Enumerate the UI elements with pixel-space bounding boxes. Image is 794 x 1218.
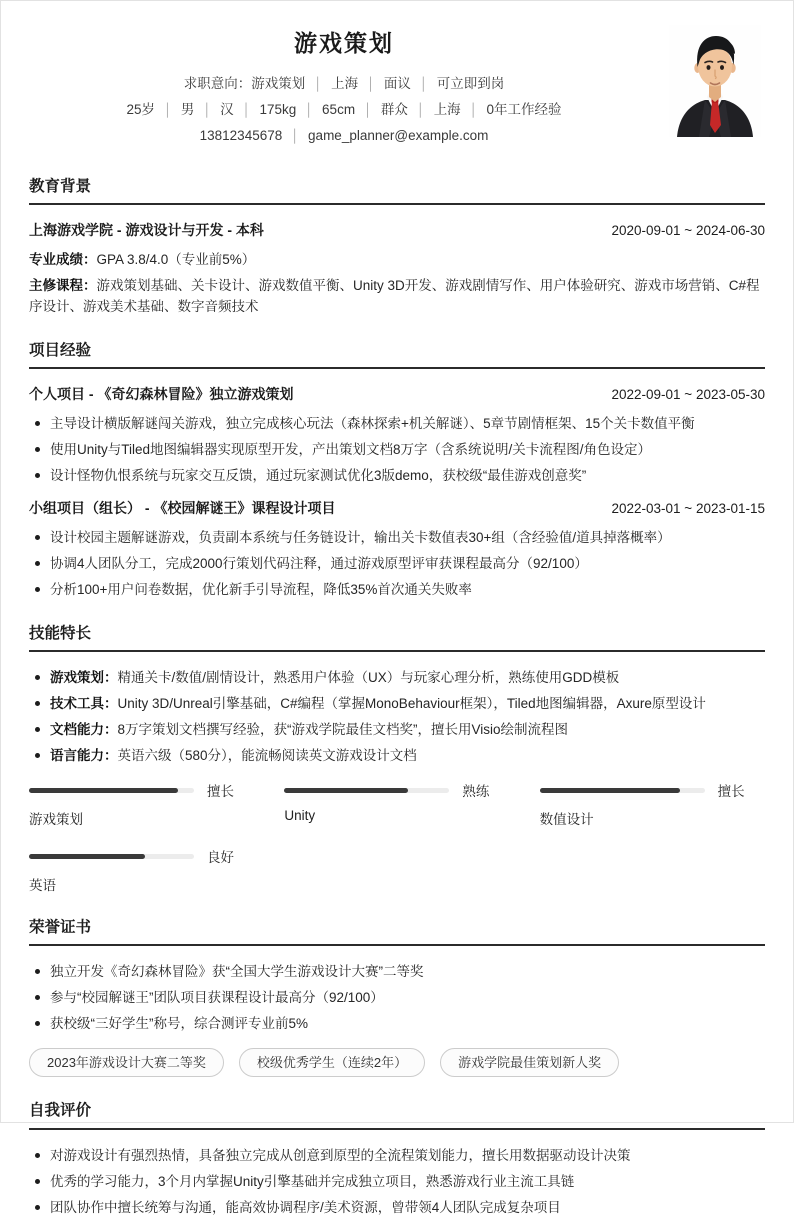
project-bullet-list — [29, 413, 765, 486]
skill-bars-grid — [29, 780, 765, 894]
skill-level-label: 良好 — [207, 850, 234, 866]
bullet-item — [29, 667, 765, 688]
section-title-self-evaluation: 自我评价 — [29, 1101, 765, 1129]
separator-bar: │ — [367, 76, 375, 91]
skill-label: 语言能力： — [50, 748, 118, 764]
skill-level-label: 擅长 — [717, 784, 745, 800]
job-intent-label: 求职意向： — [183, 75, 252, 91]
bullet-item — [29, 745, 765, 766]
bullet-item: 设计怪物仇恨系统与玩家交互反馈，通过玩家测试优化3版demo，获校级“最佳游戏创意奖” — [29, 465, 765, 486]
separator-bar: │ — [416, 102, 425, 117]
skill-text: 8万字策划文档撰写经验，获“游戏学院最佳文档奖”，擅长用Visio绘制流程图 — [117, 722, 569, 738]
gpa-row — [29, 249, 765, 270]
page-title: 游戏策划 — [294, 30, 394, 56]
gpa-value: GPA 3.8/4.0（专业前5%） — [96, 252, 256, 268]
project-name: 小组项目（组长） - 《校园解谜王》课程设计项目 — [29, 500, 336, 517]
skill-text: 英语六级（580分），能流畅阅读英文游戏设计文档 — [117, 748, 417, 764]
bullet-item: 优秀的学习能力，3个月内掌握Unity引擎基础并完成独立项目，熟悉游戏行业主流工具链 — [29, 1171, 765, 1192]
info-weight: 65cm — [322, 101, 356, 117]
skill-label: 文档能力： — [50, 722, 118, 738]
education-date-range: 2020-09-01 ~ 2024-06-30 — [611, 223, 765, 239]
info-height: 175kg — [259, 101, 297, 117]
bullet-item: 获校级“三好学生”称号，综合测评专业前5% — [29, 1013, 765, 1034]
section-title-projects: 项目经验 — [29, 341, 765, 369]
skill-level-label: 熟练 — [462, 784, 490, 800]
contact-line — [29, 123, 659, 149]
section-projects — [29, 341, 765, 600]
honor-badge: 2023年游戏设计大赛二等奖 — [29, 1048, 224, 1077]
intent-position: 游戏策划 — [251, 75, 306, 91]
intent-availability: 可立即到岗 — [436, 75, 505, 91]
separator-bar: │ — [305, 102, 314, 117]
project-date-range: 2022-09-01 ~ 2023-05-30 — [611, 387, 765, 403]
phone-number: 13812345678 — [199, 127, 283, 143]
info-location: 上海 — [433, 101, 461, 117]
job-intent-line — [29, 71, 659, 97]
bullet-item: 团队协作中擅长统筹与沟通，能高效协调程序/美术资源，曾带领4人团队完成复杂项目 — [29, 1197, 765, 1218]
separator-bar: │ — [164, 102, 172, 117]
skill-bar-track — [284, 788, 449, 793]
project-entry-header — [29, 384, 765, 404]
personal-info-line — [29, 97, 659, 123]
skill-bar-english — [29, 846, 254, 894]
bullet-item: 参与“校园解谜王”团队项目获课程设计最高分（92/100） — [29, 987, 765, 1008]
courses-row — [29, 275, 765, 317]
bullet-item: 分析100+用户问卷数据，优化新手引导流程，降低35%首次通关失败率 — [29, 579, 765, 600]
intent-salary: 面议 — [383, 75, 411, 91]
skill-text: 精通关卡/数值/剧情设计，熟悉用户体验（UX）与玩家心理分析，熟练使用GDD模板 — [117, 670, 620, 686]
skill-text: Unity 3D/Unreal引擎基础，C#编程（掌握MonoBehaviour框架），Tiled地图编辑器，Axure原型设计 — [117, 696, 706, 712]
skill-bar-game-design — [29, 780, 254, 828]
skill-bar-track — [540, 788, 705, 793]
info-age: 25岁 — [126, 101, 155, 117]
project-bullet-list — [29, 527, 765, 600]
email-address: game_planner@example.com — [308, 127, 489, 143]
bullet-item — [29, 693, 765, 714]
skill-level-label: 擅长 — [207, 784, 234, 800]
bullet-item: 协调4人团队分工，完成2000行策划代码注释，通过游戏原型评审获课程最高分（92/100） — [29, 553, 765, 574]
project-entry-1 — [29, 384, 765, 486]
bullet-item: 使用Unity与Tiled地图编辑器实现原型开发，产出策划文档8万字（含系统说明/关卡流程图/角色设定） — [29, 439, 765, 460]
courses-label: 主修课程： — [29, 278, 97, 294]
info-ethnicity: 汉 — [220, 101, 234, 117]
skills-bullet-list — [29, 667, 765, 766]
skill-bar-name: 英语 — [29, 878, 56, 894]
resume-header — [29, 21, 765, 149]
skill-label: 技术工具： — [50, 696, 118, 712]
section-honors — [29, 918, 765, 1077]
skill-bar-track — [29, 854, 194, 859]
separator-bar: │ — [314, 76, 323, 91]
skill-label: 游戏策划： — [50, 670, 118, 686]
skill-bar-track — [29, 788, 194, 793]
info-political-status: 群众 — [380, 101, 408, 117]
separator-bar: │ — [469, 102, 478, 117]
skill-bar-fill — [284, 788, 408, 793]
skill-bar-name: 数值设计 — [539, 812, 594, 828]
bullet-item — [29, 719, 765, 740]
honor-badge: 校级优秀学生（连续2年） — [239, 1048, 425, 1077]
section-title-honors: 荣誉证书 — [29, 918, 765, 946]
honors-bullet-list — [29, 961, 765, 1034]
honor-badges-row — [29, 1048, 765, 1077]
header-text-block — [29, 21, 659, 149]
skill-bar-fill — [540, 788, 680, 793]
separator-bar: │ — [242, 102, 251, 117]
skill-bar-name: 游戏策划 — [29, 812, 83, 828]
courses-value: 游戏策划基础、关卡设计、游戏数值平衡、Unity 3D开发、游戏剧情写作、用户体验研究、游戏市场营销、C#程序设计、游戏美术基础、数字音频技术 — [29, 278, 760, 315]
skill-bar-name: Unity — [284, 808, 316, 824]
skill-bar-numeric-design — [540, 780, 765, 828]
project-entry-header — [29, 498, 765, 518]
bullet-item: 主导设计横版解谜闯关游戏，独立完成核心玩法（森林探索+机关解谜）、5章节剧情框架、15个关卡数值平衡 — [29, 413, 765, 434]
project-name: 个人项目 - 《奇幻森林冒险》独立游戏策划 — [29, 386, 294, 403]
info-gender: 男 — [180, 101, 195, 117]
separator-bar: │ — [364, 102, 372, 117]
bullet-item: 独立开发《奇幻森林冒险》获“全国大学生游戏设计大赛”二等奖 — [29, 961, 765, 982]
education-entry-header — [29, 220, 765, 240]
evaluation-bullet-list — [29, 1145, 765, 1218]
separator-bar: │ — [203, 102, 212, 117]
section-title-skills: 技能特长 — [29, 624, 765, 652]
section-skills — [29, 624, 765, 894]
skill-bar-fill — [29, 854, 145, 859]
intent-city: 上海 — [331, 75, 359, 91]
section-title-education: 教育背景 — [29, 177, 765, 205]
school-degree-line: 上海游戏学院 - 游戏设计与开发 - 本科 — [29, 222, 264, 239]
separator-bar: │ — [419, 76, 428, 91]
skill-bar-unity — [284, 780, 509, 828]
bullet-item: 对游戏设计有强烈热情，具备独立完成从创意到原型的全流程策划能力，擅长用数据驱动设计决策 — [29, 1145, 765, 1166]
skill-bar-fill — [29, 788, 178, 793]
honor-badge: 游戏学院最佳策划新人奖 — [440, 1048, 619, 1077]
section-self-evaluation — [29, 1101, 765, 1217]
project-date-range: 2022-03-01 ~ 2023-01-15 — [611, 501, 765, 517]
gpa-label: 专业成绩： — [29, 252, 97, 268]
section-education — [29, 177, 765, 317]
portrait-illustration-icon — [669, 25, 761, 137]
separator-bar: │ — [291, 128, 300, 143]
info-experience: 0年工作经验 — [486, 101, 562, 117]
project-entry-2 — [29, 498, 765, 600]
bullet-item: 设计校园主题解谜游戏，负责副本系统与任务链设计，输出关卡数值表30+组（含经验值/道具掉落概率） — [29, 527, 765, 548]
profile-photo — [669, 25, 761, 137]
